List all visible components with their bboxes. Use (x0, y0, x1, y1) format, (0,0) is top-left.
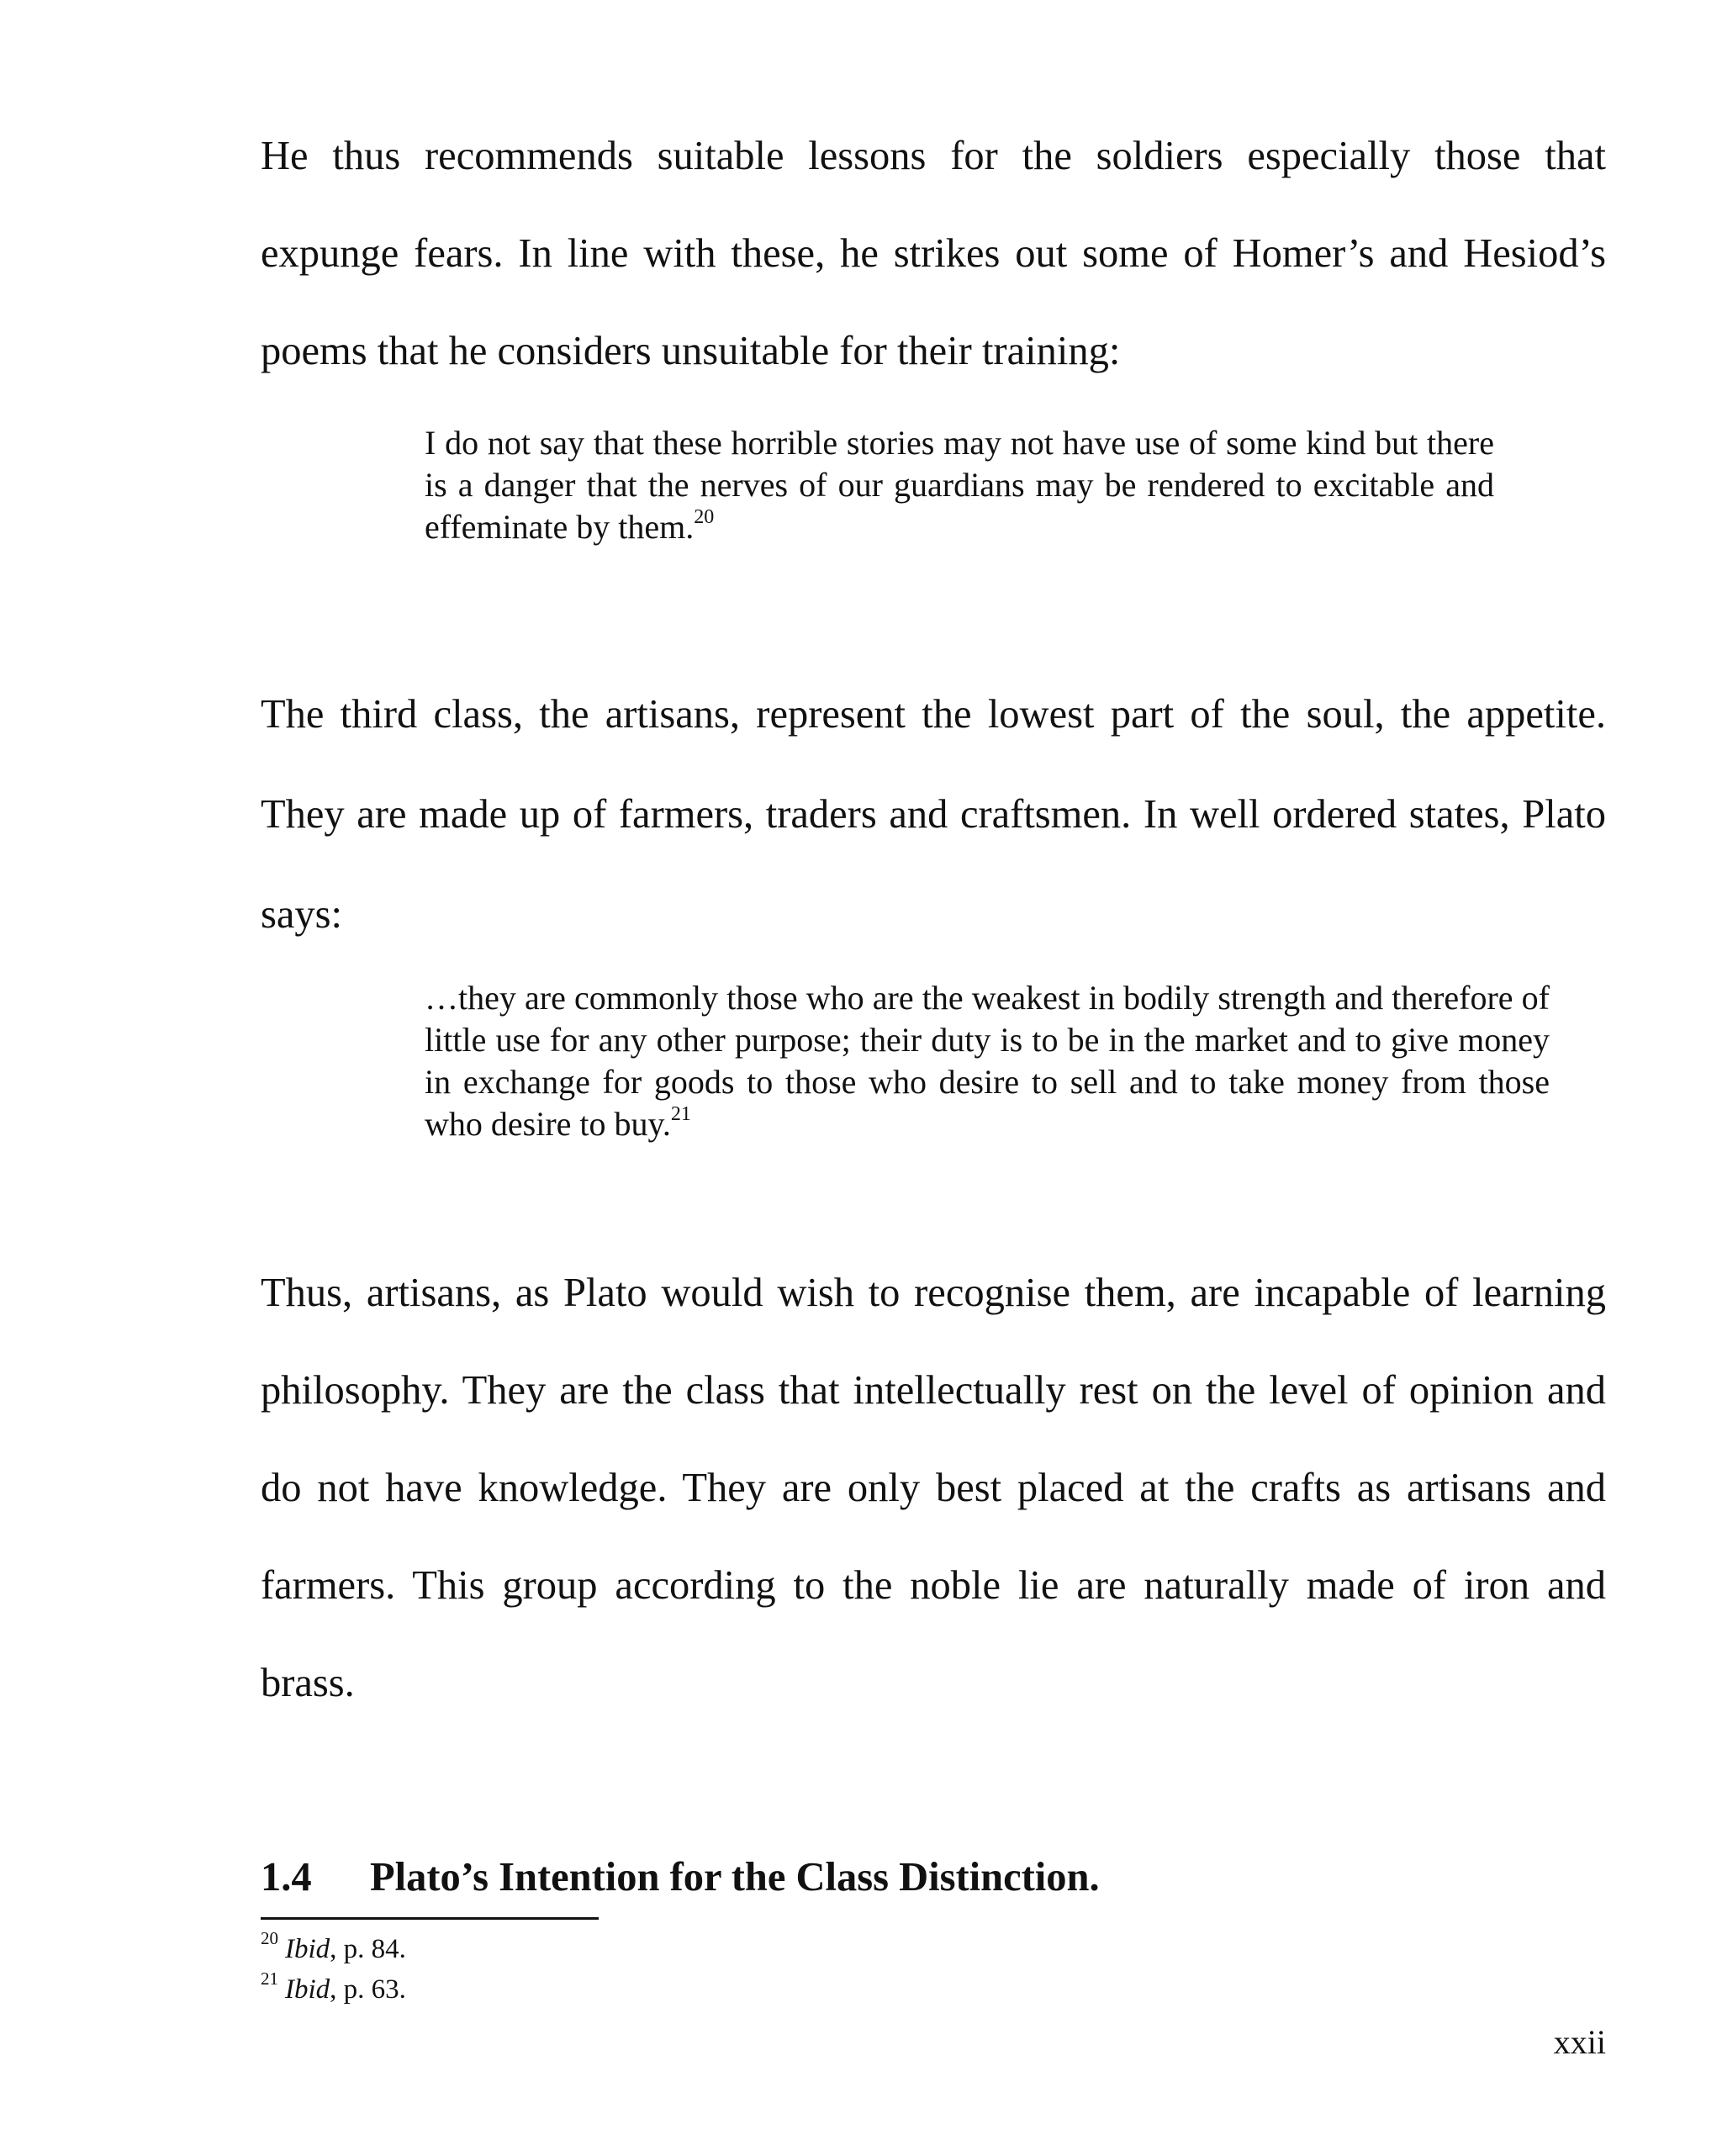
footnotes (261, 1929, 406, 2010)
footnote-number-21: 21 (261, 1968, 278, 1989)
body-paragraph-1: He thus recommends suitable lessons for the soldiers especially those that expunge fears. In line with these, he strikes out some of Homer’s and Hesiod’s poems that he considers unsuitable for their training: (261, 134, 1606, 373)
footnote-separator (261, 1917, 599, 1920)
footnote-reference-20: 20 (694, 505, 715, 528)
block-quote-1 (425, 422, 1494, 548)
block-quote-2-text: …they are commonly those who are the weakest in bodily strength and therefore of little use for any other purpose; their duty is to be in the market and to give money in exchange for goods to those who desire to sell and to take money from those who desire to buy. (425, 979, 1550, 1143)
block-quote-1-text: I do not say that these horrible stories may not have use of some kind but there is a danger that the nerves of our guardians may be rendered to excitable and effeminate by them. (425, 424, 1494, 546)
section-title: Plato’s Intention for the Class Distinction. (370, 1855, 1100, 1900)
footnote-source-21: Ibid (285, 1974, 330, 2005)
footnote-page-20: , p. 84. (330, 1934, 406, 1964)
footnote-page-21: , p. 63. (330, 1974, 406, 2005)
section-heading (261, 1851, 1100, 1905)
footnote-number-20: 20 (261, 1928, 278, 1948)
block-quote-2 (425, 977, 1550, 1145)
page-number: xxii (1553, 2023, 1606, 2061)
body-paragraph-3: Thus, artisans, as Plato would wish to recognise them, are incapable of learning philosophy. They are the class that intellectually rest on the level of opinion and do not have knowledge. They are only best placed at the crafts as artisans and farmers. This group according to the noble lie are naturally made of iron and brass. (261, 1271, 1606, 1705)
footnote-source-20: Ibid (285, 1934, 330, 1964)
footnote-20 (261, 1929, 406, 1969)
body-paragraph-2: The third class, the artisans, represent the lowest part of the soul, the appetite. They are made up of farmers, traders and craftsmen. In well ordered states, Plato says: (261, 692, 1606, 937)
footnote-21 (261, 1969, 406, 2010)
footnote-reference-21: 21 (670, 1102, 691, 1125)
section-number: 1.4 (261, 1855, 312, 1900)
